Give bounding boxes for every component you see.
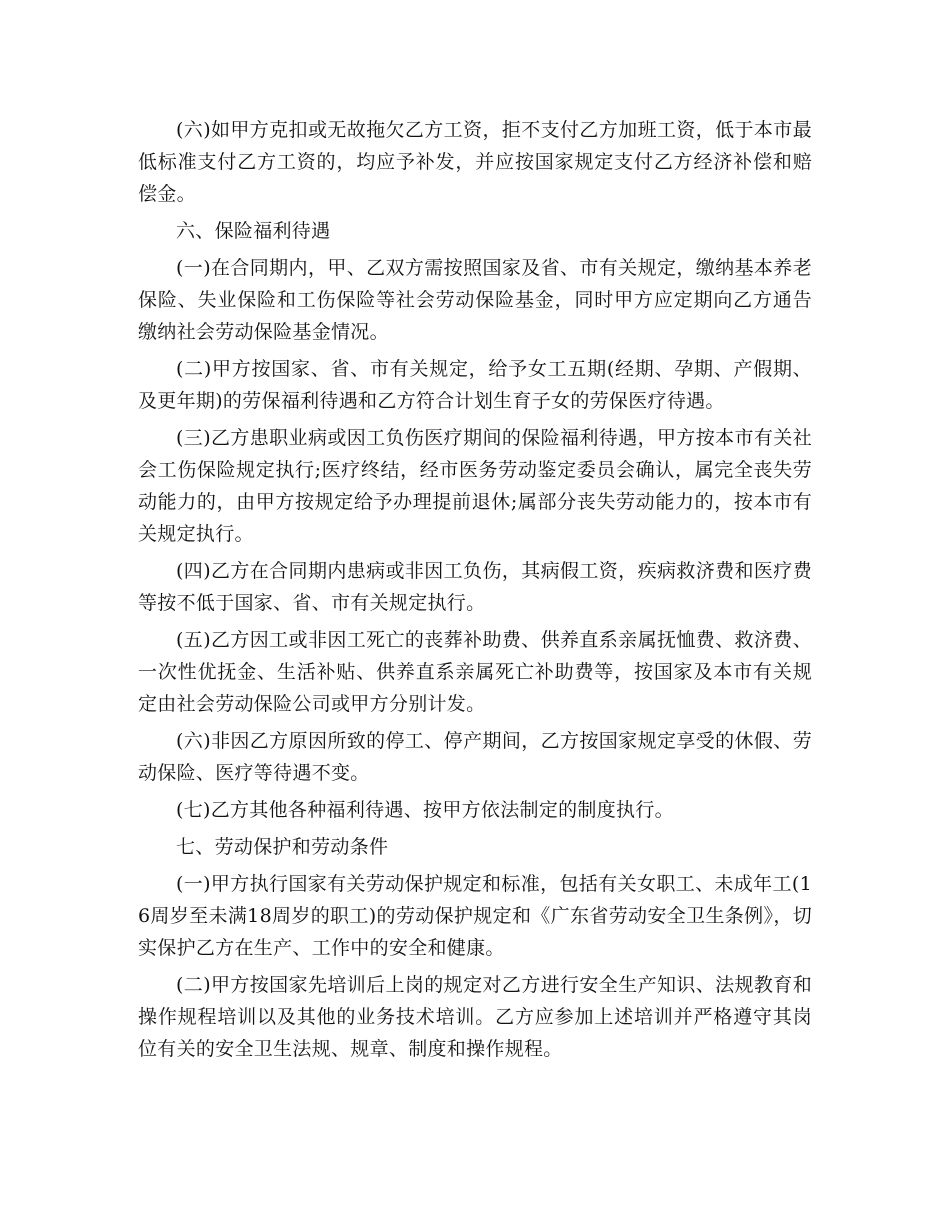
paragraph-insurance-1: (一)在合同期内，甲、乙双方需按照国家及省、市有关规定，缴纳基本养老保险、失业保险和工伤保险等社会劳动保险基金，同时甲方应定期向乙方通告缴纳社会劳动保险基金情况。 xyxy=(138,257,812,343)
document-body xyxy=(138,114,812,1070)
section-heading-6: 六、保险福利待遇 xyxy=(176,220,331,242)
paragraph-insurance-6: (六)非因乙方原因所致的停工、停产期间，乙方按国家规定享受的休假、劳动保险、医疗等待遇不变。 xyxy=(138,730,812,784)
section-heading-7: 七、劳动保护和劳动条件 xyxy=(176,836,389,858)
paragraph-insurance-4: (四)乙方在合同期内患病或非因工负伤，其病假工资，疾病救济费和医疗费等按不低于国家、省、市有关规定执行。 xyxy=(138,560,812,614)
paragraph-insurance-3: (三)乙方患职业病或因工负伤医疗期间的保险福利待遇，甲方按本市有关社会工伤保险规定执行;医疗终结，经市医务劳动鉴定委员会确认，属完全丧失劳动能力的，由甲方按规定给予办理提前退休;属部分丧失劳动能力的，按本市有关规定执行。 xyxy=(138,427,812,545)
paragraph-insurance-7: (七)乙方其他各种福利待遇、按甲方依法制定的制度执行。 xyxy=(176,799,674,821)
paragraph-6-6: (六)如甲方克扣或无故拖欠乙方工资，拒不支付乙方加班工资，低于本市最低标准支付乙方工资的，均应予补发，并应按国家规定支付乙方经济补偿和赔偿金。 xyxy=(138,119,812,205)
paragraph-protection-2: (二)甲方按国家先培训后上岗的规定对乙方进行安全生产知识、法规教育和操作规程培训以及其他的业务技术培训。乙方应参加上述培训并严格遵守其岗位有关的安全卫生法规、规章、制度和操作规程。 xyxy=(138,974,812,1060)
paragraph-protection-1: (一)甲方执行国家有关劳动保护规定和标准，包括有关女职工、未成年工(16周岁至未满18周岁的职工)的劳动保护规定和《广东省劳动安全卫生条例》，切实保护乙方在生产、工作中的安全和健康。 xyxy=(138,873,812,959)
paragraph-insurance-5: (五)乙方因工或非因工死亡的丧葬补助费、供养直系亲属抚恤费、救济费、一次性优抚金、生活补贴、供养直系亲属死亡补助费等，按国家及本市有关规定由社会劳动保险公司或甲方分别计发。 xyxy=(138,629,812,715)
paragraph-insurance-2: (二)甲方按国家、省、市有关规定，给予女工五期(经期、孕期、产假期、及更年期)的劳保福利待遇和乙方符合计划生育子女的劳保医疗待遇。 xyxy=(138,358,812,412)
